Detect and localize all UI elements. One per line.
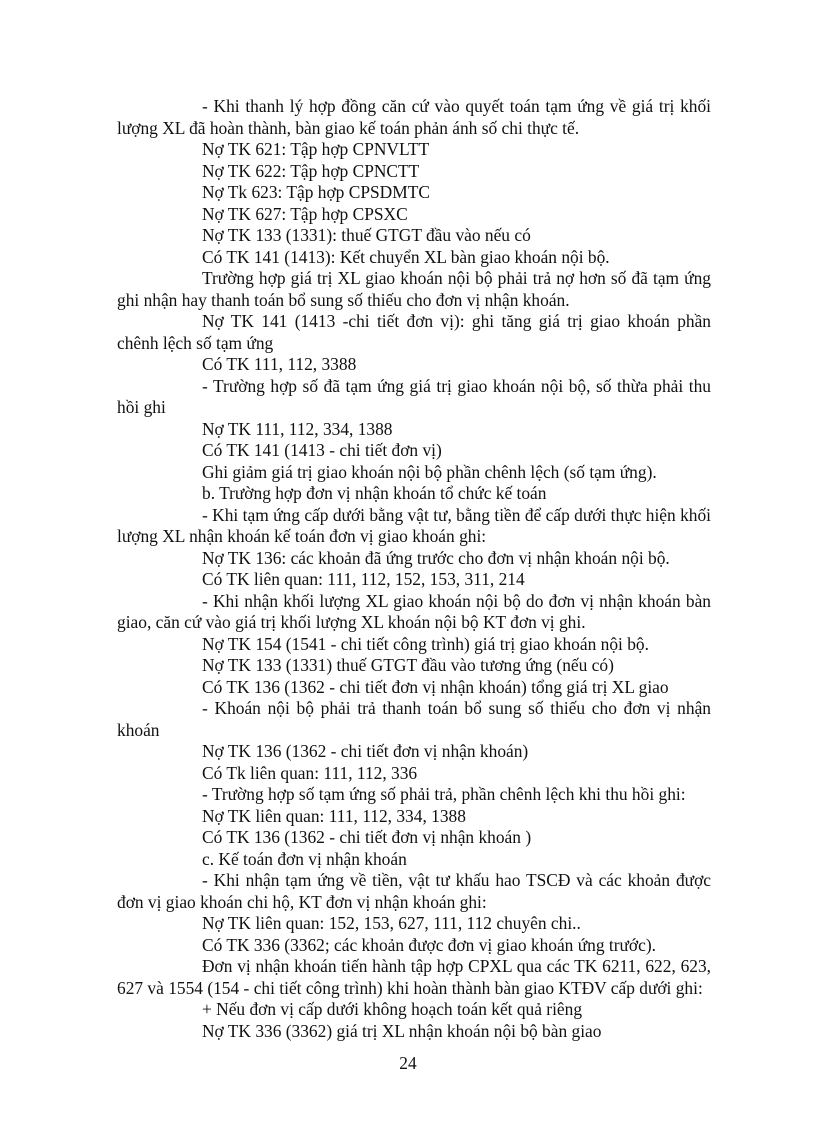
paragraph: Đơn vị nhận khoán tiến hành tập hợp CPXL qua các TK 6211, 622, 623, 627 và 1554 (154 - chi tiết công trình) khi hoàn thành bàn giao KTĐV cấp dưới ghi: [117,956,711,998]
paragraph: Nợ TK 627: Tập hợp CPSXC [202,203,408,224]
paragraph: Có TK 136 (1362 - chi tiết đơn vị nhận khoán ) [202,827,532,847]
paragraph: Nợ TK 154 (1541 - chi tiết công trình) giá trị giao khoán nội bộ. [202,633,649,654]
paragraph: Trường hợp giá trị XL giao khoán nội bộ phải trả nợ hơn số đã tạm ứng ghi nhận hay thanh toán bổ sung số thiếu cho đơn vị nhận khoán. [117,268,711,310]
paragraph: Nợ TK 141 (1413 -chi tiết đơn vị): ghi tăng giá trị giao khoán phần chênh lệch số tạm ứng [117,311,711,353]
paragraph: + Nếu đơn vị cấp dưới không hoạch toán kết quả riêng [202,999,583,1019]
paragraph: - Khoán nội bộ phải trả thanh toán bổ sung số thiếu cho đơn vị nhận khoán [117,698,711,740]
paragraph: - Khi thanh lý hợp đồng căn cứ vào quyết toán tạm ứng về giá trị khối lượng XL đã hoàn thành, bàn giao kế toán phản ánh số chi thực tế. [117,96,711,138]
paragraph: Nợ TK 111, 112, 334, 1388 [202,418,393,439]
section-heading: c. Kế toán đơn vị nhận khoán [202,848,407,869]
paragraph: Ghi giảm giá trị giao khoán nội bộ phần chênh lệch (số tạm ứng). [202,461,657,482]
paragraph: Có TK 141 (1413): Kết chuyển XL bàn giao khoán nội bộ. [202,246,610,267]
section-heading: b. Trường hợp đơn vị nhận khoán tổ chức kế toán [202,483,547,503]
paragraph: Nợ TK 133 (1331): thuế GTGT đầu vào nếu có [202,225,531,245]
paragraph: Có TK 141 (1413 - chi tiết đơn vị) [202,440,442,460]
paragraph: Nợ Tk 623: Tập hợp CPSDMTC [202,182,430,202]
paragraph: Nợ TK 621: Tập hợp CPNVLTT [202,139,430,159]
paragraph: Có TK 111, 112, 3388 [202,354,357,374]
paragraph: - Trường hợp số tạm ứng số phải trả, phần chênh lệch khi thu hồi ghi: [202,784,686,804]
paragraph: Nợ TK 133 (1331) thuế GTGT đầu vào tương ứng (nếu có) [202,655,614,675]
paragraph: Có TK 136 (1362 - chi tiết đơn vị nhận khoán) tổng giá trị XL giao [202,676,669,697]
paragraph: - Trường hợp số đã tạm ứng giá trị giao khoán nội bộ, số thừa phải thu hồi ghi [117,375,711,417]
paragraph: - Khi tạm ứng cấp dưới bằng vật tư, bằng tiền để cấp dưới thực hiện khối lượng XL nhận khoán kế toán đơn vị giao khoán ghi: [117,504,711,546]
paragraph: - Khi nhận khối lượng XL giao khoán nội bộ do đơn vị nhận khoán bàn giao, căn cứ vào giá trị khối lượng XL khoán nội bộ KT đơn vị ghi. [117,590,711,632]
paragraph: Nợ TK liên quan: 152, 153, 627, 111, 112 chuyên chi.. [202,913,581,933]
page-number: 24 [399,1053,417,1073]
paragraph: Nợ TK 622: Tập hợp CPNCTT [202,160,420,181]
paragraph: Có Tk liên quan: 111, 112, 336 [202,762,418,783]
paragraph: Nợ TK 136: các khoản đã ứng trước cho đơn vị nhận khoán nội bộ. [202,547,670,568]
document-body [117,96,711,1042]
paragraph: - Khi nhận tạm ứng về tiền, vật tư khấu hao TSCĐ và các khoản được đơn vị giao khoán chi hộ, KT đơn vị nhận khoán ghi: [117,870,711,912]
paragraph: Có TK 336 (3362; các khoản được đơn vị giao khoán ứng trước). [202,934,656,955]
paragraph: Có TK liên quan: 111, 112, 152, 153, 311, 214 [202,569,525,589]
paragraph: Nợ TK 336 (3362) giá trị XL nhận khoán nội bộ bàn giao [202,1020,602,1041]
paragraph: Nợ TK 136 (1362 - chi tiết đơn vị nhận khoán) [202,741,529,761]
paragraph: Nợ TK liên quan: 111, 112, 334, 1388 [202,805,466,826]
